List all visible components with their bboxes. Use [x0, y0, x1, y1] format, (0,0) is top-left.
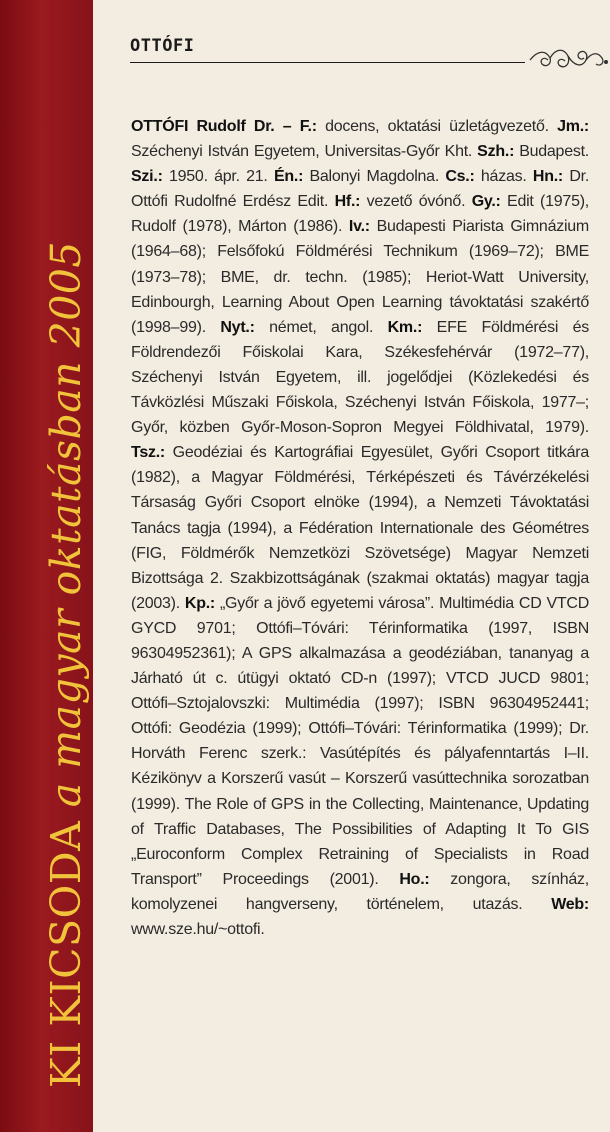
field-value: zongora, színház, komolyzenei hangverseny, történelem, utazás. — [131, 870, 589, 913]
biography-entry — [131, 114, 589, 942]
field-label: Hf.: — [334, 193, 361, 211]
field-value: német, angol. — [254, 318, 388, 336]
field-value: vezető óvónő. — [360, 193, 472, 211]
field-value: Budapesti Piarista Gimnázium (1964–68); Felsőfokú Földmérési Technikum (1969–72); BME (1973–78); BME, dr. techn. (1985); Heriot-Watt University, Edinbourgh, Learning About Open Learning távoktatási szakértő (1998–99). — [131, 218, 589, 336]
field-label: Jm.: — [557, 118, 589, 135]
field-label: Km.: — [387, 318, 423, 336]
field-label: Iv.: — [348, 218, 370, 236]
field-value: 1950. ápr. 21. — [162, 168, 274, 186]
field-label: Szi.: — [131, 168, 163, 186]
field-value: Dr. Ottófi Rudolfné Erdész Edit. — [131, 168, 590, 211]
field-value: Budapest. — [514, 143, 589, 161]
field-label: Kp.: — [184, 594, 215, 612]
field-label: Web: — [551, 895, 589, 913]
field-value: házas. — [474, 168, 533, 186]
field-value: Edit (1975), Rudolf (1978), Márton (1986). — [131, 193, 589, 236]
sidebar-band — [0, 0, 93, 1132]
field-value: Geodéziai és Kartográfiai Egyesület, Győri Csoport titkára (1982), a Magyar Földmérési, Térképészeti és Távérzékelési Társaság Győri Csoport elnöke (1994), a Nemzeti Távoktatási Tanács tagja (1994), a Fédération Internationale des Géométres (FIG, Földmérők Nemzetközi Szövetsége) Magyar Nemzeti Bizottsága 2. Szakbizottságának (szakmai oktatás) magyar tagja (2003). — [131, 444, 589, 612]
field-value: EFE Földmérési és Földrendezői Főiskolai Kara, Székesfehérvár (1972–77), Széchenyi István Egyetem, ill. jogelődjei (Közlekedési és Távközlési Műszaki Főiskola, Széchenyi István Főiskola, 1977–; Győr, közben Győr-Moson-Sopron Megyei Földhivatal, 1979). — [131, 318, 590, 437]
sidebar-title — [42, 241, 90, 1088]
field-value: „Győr a jövő egyetemi városa”. Multimédia CD VTCD GYCD 9701; Ottófi–Tóvári: Térinformatika (1997, ISBN 96304952361); A GPS alkalmazása a geodéziában, tananyag a Járható út c. útügyi oktató CD-n (1997); VTCD JUCD 9801; Ottófi–Sztojalovszki: Multimédia (1997); ISBN 96304952441; Ottófi: Geodézia (1999); Ottófi–Tóvári: Térinformatika (1999); Dr. Horváth Ferenc szerk.: Vasútépítés és pályafenntartás I–II. Kézikönyv a Korszerű vasút – Korszerű vasúttechnika sorozatban (1999). The Role of GPS in the Collecting, Maintenance, Updating of Traffic Databases, The Possibilities of Adapting It To GIS „Euroconform Complex Retraining of Specialists in Road Transport” Proceedings (2001). — [131, 594, 589, 888]
field-label: Cs.: — [445, 168, 475, 186]
field-value: Széchenyi István Egyetem, Universitas-Győr Kht. — [131, 143, 478, 161]
field-value: www.sze.hu/~ottofi. — [131, 921, 265, 938]
field-value: docens, oktatási üzletágvezető. — [316, 118, 558, 135]
flourish-ornament-icon — [528, 46, 610, 74]
field-label: Én.: — [273, 168, 304, 186]
field-label: Gy.: — [471, 193, 501, 211]
page-header — [130, 36, 600, 86]
field-label: Szh.: — [477, 143, 515, 161]
page-title: OTTÓFI — [130, 36, 195, 56]
field-value: Balonyi Magdolna. — [303, 168, 446, 186]
field-label: Ho.: — [399, 870, 430, 888]
book-brand: KI KICSODA — [42, 820, 90, 1088]
header-divider — [130, 62, 525, 63]
field-label: OTTÓFI Rudolf Dr. – F.: — [131, 118, 317, 135]
field-label: Tsz.: — [131, 444, 166, 462]
field-label: Hn.: — [532, 168, 563, 186]
book-tagline: a magyar oktatásban 2005 — [42, 241, 90, 808]
field-label: Nyt.: — [220, 318, 255, 336]
